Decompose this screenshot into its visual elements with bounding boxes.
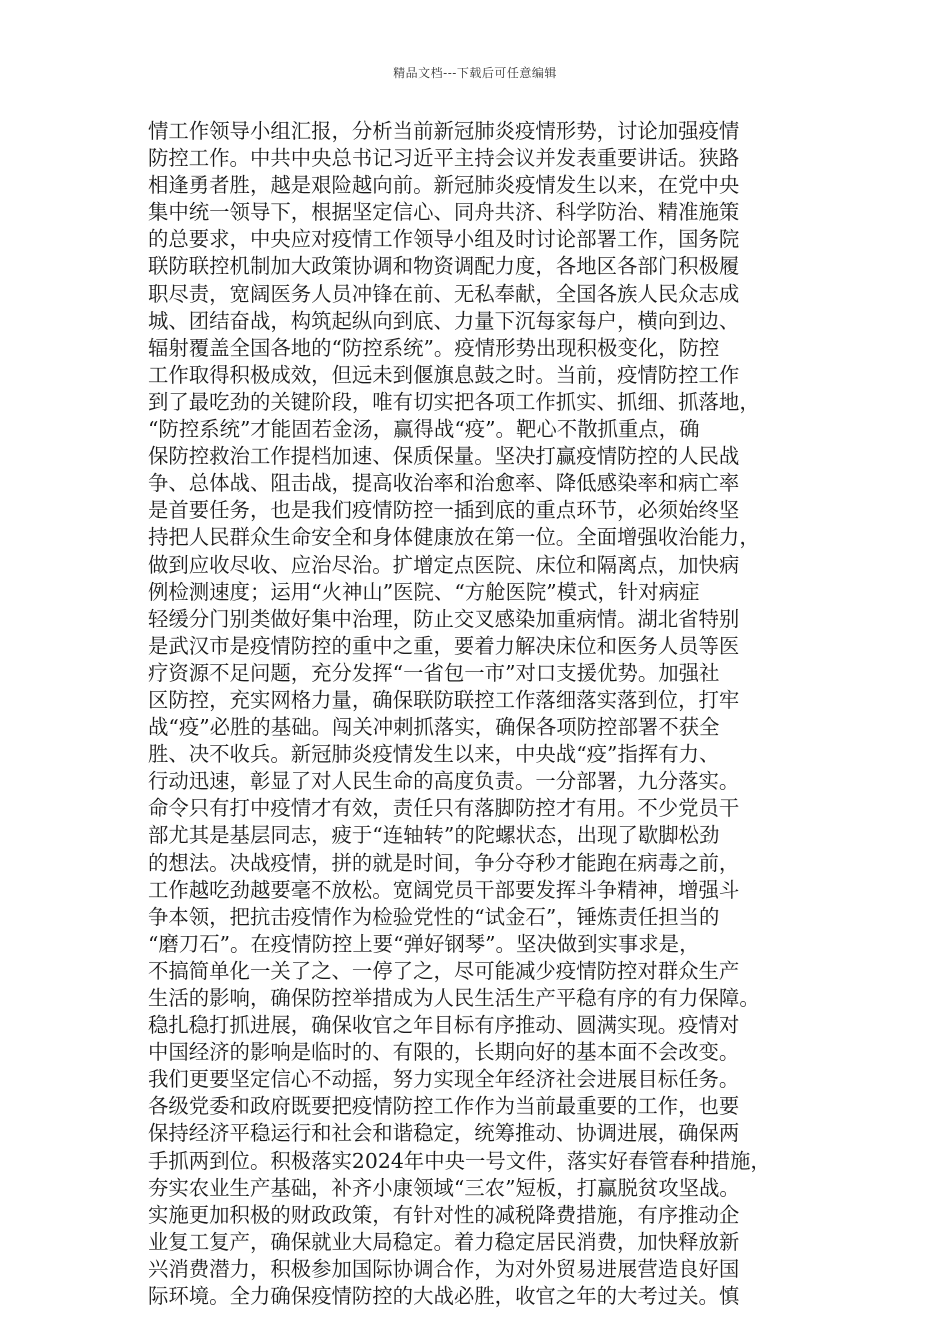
- text-line: 行动迅速，彰显了对人民生命的高度负责。一分部署，九分落实。: [148, 769, 740, 794]
- text-line: 情工作领导小组汇报，分析当前新冠肺炎疫情形势，讨论加强疫情: [148, 119, 740, 143]
- document-body: [148, 118, 828, 1310]
- text-line: 胜、决不收兵。新冠肺炎疫情发生以来，中央战“疫”指挥有力、: [148, 742, 720, 767]
- page-header: 精品文档---下载后可任意编辑: [393, 66, 557, 80]
- text-line: 部尤其是基层同志，疲于“连轴转”的陀螺状态，出现了歇脚松劲: [148, 823, 720, 848]
- text-line: 城、团结奋战，构筑起纵向到底、力量下沉每家每户，横向到边、: [148, 308, 740, 333]
- text-line: “磨刀石”。在疫情防控上要“弹好钢琴”。坚决做到实事求是，: [148, 931, 700, 956]
- text-line: 保持经济平稳运行和社会和谐稳定，统筹推动、协调进展，确保两: [148, 1121, 740, 1146]
- text-line: 手抓两到位。积极落实2024年中央一号文件，落实好春管春种措施，: [148, 1148, 771, 1173]
- text-line: 业复工复产，确保就业大局稳定。着力稳定居民消费，加快释放新: [148, 1229, 740, 1254]
- text-line: 的总要求，中央应对疫情工作领导小组及时讨论部署工作，国务院: [148, 227, 740, 252]
- text-line: 中国经济的影响是临时的、有限的，长期向好的基本面不会改变。: [148, 1040, 740, 1065]
- text-line: 做到应收尽收、应治尽治。扩增定点医院、床位和隔离点，加快病: [148, 552, 740, 577]
- text-line: 工作取得积极成效，但远未到偃旗息鼓之时。当前，疫情防控工作: [148, 362, 740, 387]
- text-line: 战“疫”必胜的基础。闯关冲刺抓落实，确保各项防控部署不获全: [148, 715, 720, 740]
- text-line: 兴消费潜力，积极参加国际协调合作，为对外贸易进展营造良好国: [148, 1256, 740, 1281]
- text-line: 夯实农业生产基础，补齐小康领域“三农”短板，打赢脱贫攻坚战。: [148, 1175, 740, 1200]
- text-line: 相逢勇者胜，越是艰险越向前。新冠肺炎疫情发生以来，在党中央: [148, 173, 740, 198]
- text-line: 不搞简单化一关了之、一停了之，尽可能减少疫情防控对群众生产: [148, 958, 740, 983]
- text-line: 生活的影响，确保防控举措成为人民生活生产平稳有序的有力保障。: [148, 986, 760, 1010]
- text-line: 持把人民群众生命安全和身体健康放在第一位。全面增强收治能力，: [148, 525, 760, 550]
- text-line: 轻缓分门别类做好集中治理，防止交叉感染加重病情。湖北省特别: [148, 606, 740, 631]
- text-line: 争本领，把抗击疫情作为检验党性的“试金石”，锤炼责任担当的: [148, 904, 720, 929]
- text-line: “防控系统”才能固若金汤，赢得战“疫”。靶心不散抓重点，确: [148, 417, 700, 442]
- text-line: 际环境。全力确保疫情防控的大战必胜，收官之年的大考过关。慎: [148, 1284, 740, 1309]
- text-line: 稳扎稳打抓进展，确保收官之年目标有序推动、圆满实现。疫情对: [148, 1013, 740, 1038]
- text-line: 争、总体战、阻击战，提高收治率和治愈率、降低感染率和病亡率: [148, 471, 740, 496]
- text-line: 联防联控机制加大政策协调和物资调配力度，各地区各部门积极履: [148, 254, 740, 279]
- text-line: 辐射覆盖全国各地的“防控系统”。疫情形势出现积极变化，防控: [148, 335, 720, 360]
- text-line: 是武汉市是疫情防控的重中之重，要着力解决床位和医务人员等医: [148, 633, 740, 658]
- text-line: 的想法。决战疫情，拼的就是时间，争分夺秒才能跑在病毒之前，: [148, 850, 740, 875]
- text-line: 是首要任务，也是我们疫情防控一插到底的重点环节，必须始终坚: [148, 498, 740, 523]
- text-line: 我们更要坚定信心不动摇，努力实现全年经济社会进展目标任务。: [148, 1067, 740, 1092]
- text-line: 实施更加积极的财政政策，有针对性的减税降费措施，有序推动企: [148, 1202, 740, 1227]
- text-line: 区防控，充实网格力量，确保联防联控工作落细落实落到位，打牢: [148, 687, 740, 712]
- text-line: 保防控救治工作提档加速、保质保量。坚决打赢疫情防控的人民战: [148, 444, 740, 469]
- text-line: 例检测速度；运用“火神山”医院、“方舱医院”模式，针对病症: [148, 579, 700, 604]
- text-line: 集中统一领导下，根据坚定信心、同舟共济、科学防治、精准施策: [148, 200, 740, 225]
- text-line: 职尽责，宽阔医务人员冲锋在前、无私奉献，全国各族人民众志成: [148, 281, 740, 306]
- text-line: 工作越吃劲越要毫不放松。宽阔党员干部要发挥斗争精神，增强斗: [148, 877, 740, 902]
- text-line: 各级党委和政府既要把疫情防控工作作为当前最重要的工作，也要: [148, 1094, 740, 1119]
- text-line: 防控工作。中共中央总书记习近平主持会议并发表重要讲话。狭路: [148, 146, 740, 171]
- text-line: 命令只有打中疫情才有效，责任只有落脚防控才有用。不少党员干: [148, 796, 740, 821]
- text-line: 疗资源不足问题，充分发挥“一省包一市”对口支援优势。加强社: [148, 660, 720, 685]
- text-line: 到了最吃劲的关键阶段，唯有切实把各项工作抓实、抓细、抓落地，: [148, 389, 760, 414]
